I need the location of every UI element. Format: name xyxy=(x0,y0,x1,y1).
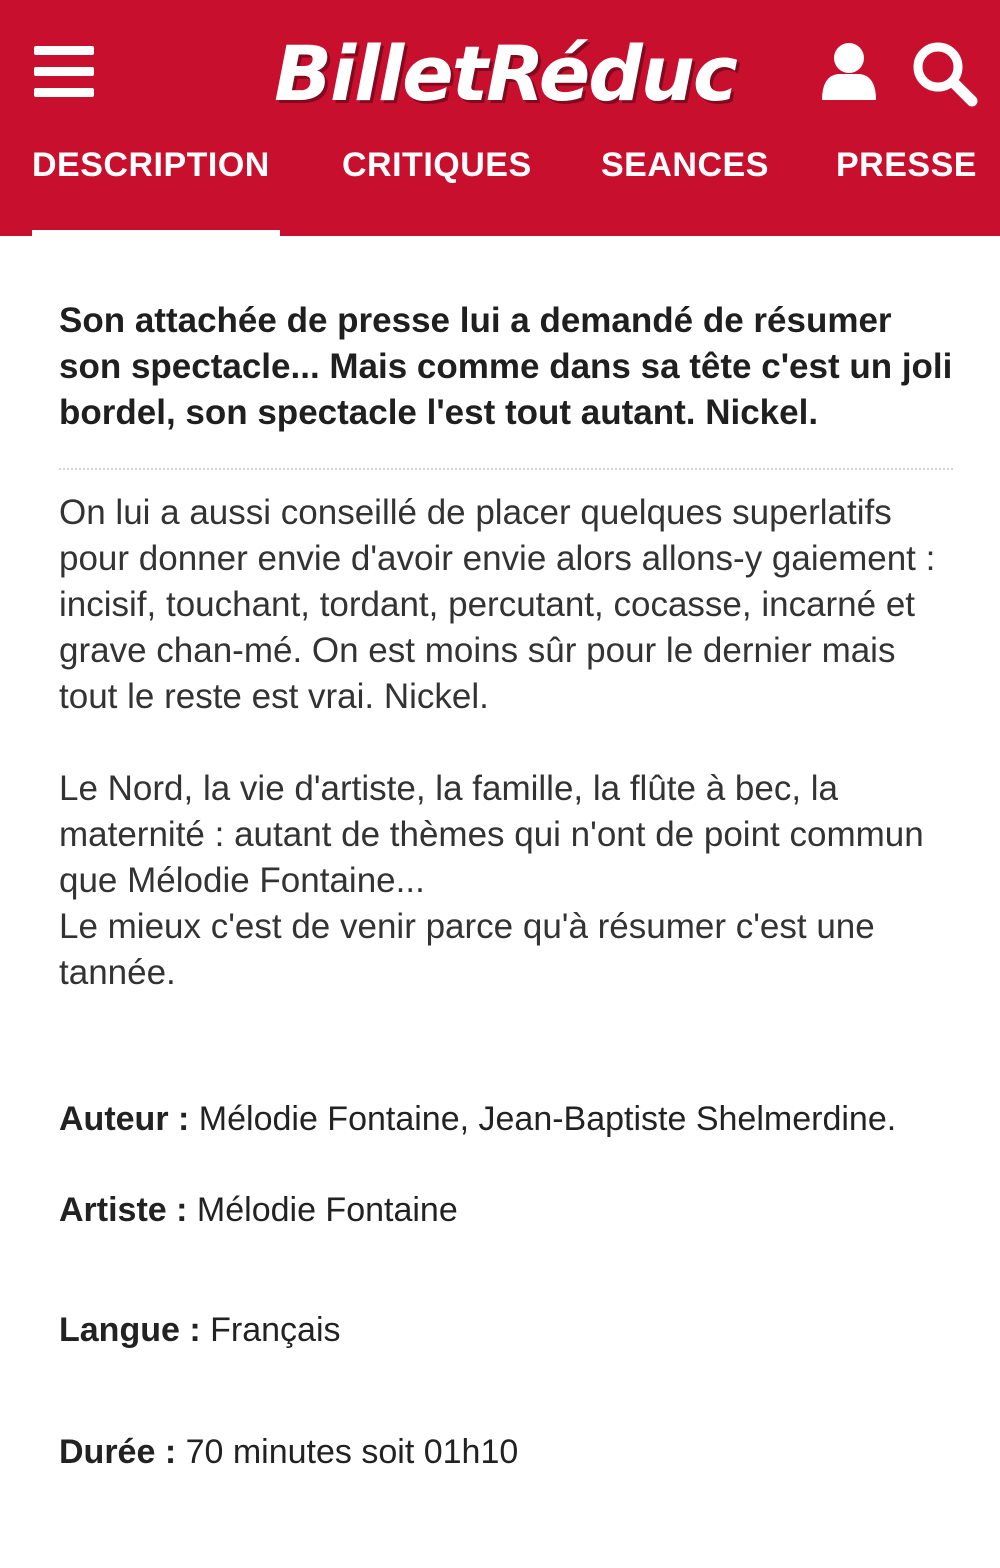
description-lead: Son attachée de presse lui a demandé de résumer son spectacle... Mais comme dans sa tête c'est un joli bordel, son spectacle l'est tout autant. Nickel. xyxy=(59,301,953,432)
tab-critiques-label: CRITIQUES xyxy=(342,146,532,184)
detail-duration-label: Durée xyxy=(59,1433,156,1471)
detail-author: Auteur : Mélodie Fontaine, Jean-Baptiste Shelmerdine. xyxy=(59,1100,897,1138)
detail-author-value: Mélodie Fontaine, Jean-Baptiste Shelmerdine. xyxy=(198,1100,897,1138)
detail-language: Langue : Français xyxy=(59,1311,341,1349)
dotted-divider xyxy=(59,468,953,470)
detail-artist-label: Artiste xyxy=(59,1191,167,1229)
active-tab-indicator xyxy=(32,230,280,236)
detail-artist-value: Mélodie Fontaine xyxy=(196,1191,458,1229)
site-header xyxy=(0,0,1000,236)
tab-presse-label: PRESSE xyxy=(836,146,977,184)
description-paragraph-1: On lui a aussi conseillé de placer quelques superlatifs pour donner envie d'avoir envie alors allons-y gaiement : incisif, touchant, tordant, percutant, cocasse, incarné et grave chan-mé. On est moins sûr pour le dernier mais tout le reste est vrai. Nickel. xyxy=(59,493,936,716)
user-icon[interactable] xyxy=(818,40,880,104)
detail-duration-value: 70 minutes soit 01h10 xyxy=(185,1433,519,1471)
description-paragraph-2: Le Nord, la vie d'artiste, la famille, la flûte à bec, la maternité : autant de thèmes qui n'ont de point commun que Mélodie Fontaine... Le mieux c'est de venir parce qu'à résumer c'est une tannée. xyxy=(59,769,924,992)
description-section xyxy=(59,298,959,996)
tab-seances[interactable] xyxy=(601,140,777,236)
detail-author-label: Auteur xyxy=(59,1100,169,1138)
detail-language-value: Français xyxy=(210,1311,341,1349)
detail-artist: Artiste : Mélodie Fontaine xyxy=(59,1191,458,1229)
detail-language-label: Langue xyxy=(59,1311,180,1349)
detail-duration: Durée : 70 minutes soit 01h10 xyxy=(59,1433,519,1471)
tab-bar xyxy=(0,140,1000,236)
search-icon[interactable] xyxy=(910,40,980,108)
tab-presse[interactable] xyxy=(836,140,986,236)
tab-seances-label: SEANCES xyxy=(601,146,769,184)
menu-icon[interactable] xyxy=(34,44,96,98)
tab-description[interactable] xyxy=(32,140,282,236)
tab-description-label: DESCRIPTION xyxy=(32,146,270,184)
tab-critiques[interactable] xyxy=(342,140,542,236)
site-logo[interactable]: BilletRéduc xyxy=(274,28,736,118)
